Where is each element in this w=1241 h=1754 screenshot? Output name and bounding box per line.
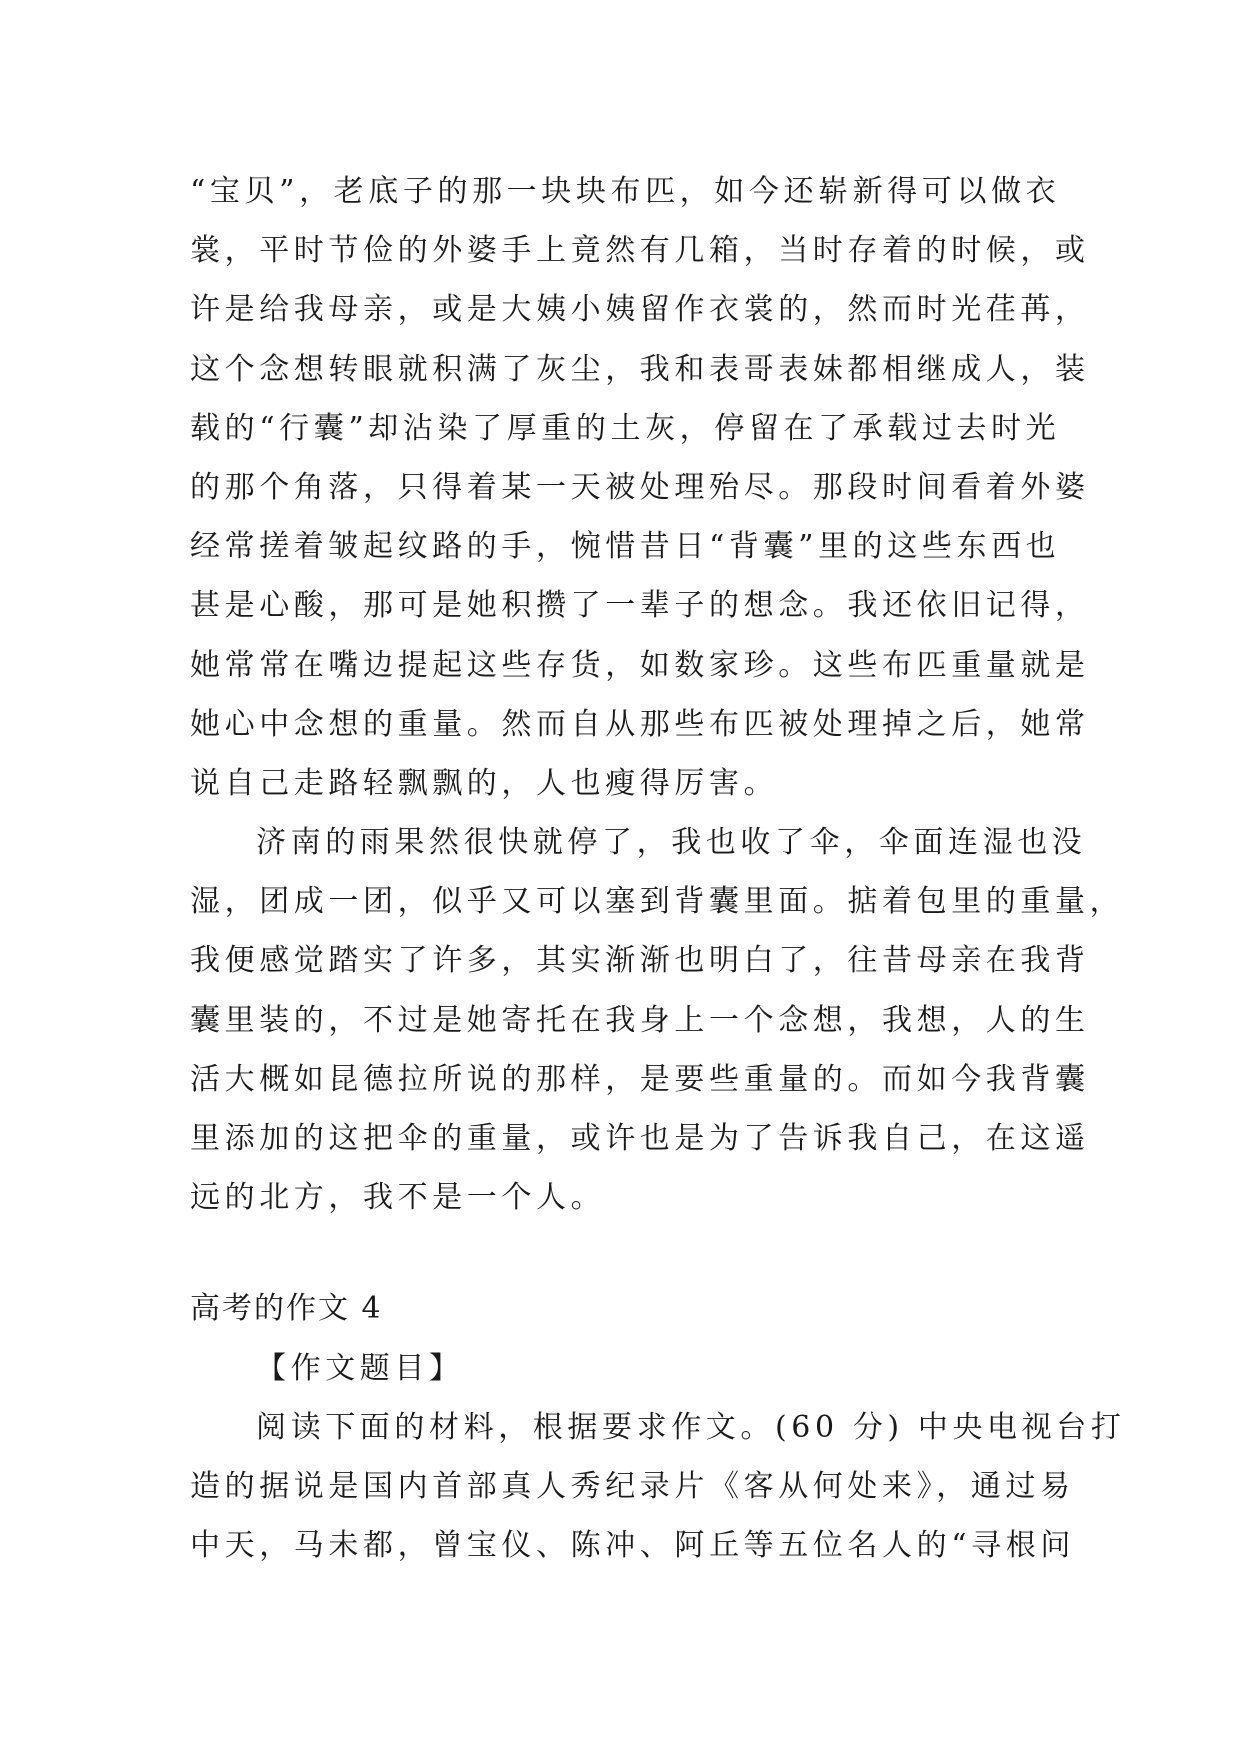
text-line: 说自己走路轻飘飘的，人也瘦得厉害。 — [190, 765, 779, 801]
text-line: 裳，平时节俭的外婆手上竟然有几箱，当时存着的时候，或 — [190, 233, 1090, 269]
text-line: 经常搓着皱起纹路的手，惋惜昔日“背囊”里的这些东西也 — [190, 529, 1061, 565]
text-line: 远的北方，我不是一个人。 — [190, 1180, 606, 1216]
essay-heading: 高考的作文 4 — [190, 1291, 383, 1327]
text-line: 活大概如昆德拉所说的那样，是要些重量的。而如今我背囊 — [190, 1061, 1090, 1097]
paragraph-grandmother-fabric — [190, 162, 1090, 813]
text-line: 中天，马未都，曾宝仪、陈冲、阿丘等五位名人的“寻根问 — [190, 1528, 1075, 1564]
text-line: 造的据说是国内首部真人秀纪录片《客从何处来》，通过易 — [190, 1468, 1075, 1504]
essay-prompt-label: 【作文题目】 — [256, 1350, 464, 1386]
section-spacer — [190, 1227, 1060, 1279]
text-line: 载的“行囊”却沾染了厚重的土灰，停留在了承载过去时光 — [190, 410, 1061, 446]
text-line: 里添加的这把伞的重量，或许也是为了告诉我自己，在这遥 — [190, 1121, 1090, 1156]
text-line: 她常常在嘴边提起这些存货，如数家珍。这些布匹重量就是 — [190, 647, 1090, 683]
paragraph-jinan-rain — [190, 813, 1125, 1227]
text-line: 的那个角落，只得着某一天被处理殆尽。那段时间看着外婆 — [190, 469, 1090, 505]
text-line: 甚是心酸，那可是她积攒了一辈子的想念。我还依旧记得， — [190, 588, 1090, 624]
text-line: 这个念想转眼就积满了灰尘，我和表哥表妹都相继成人，装 — [190, 351, 1090, 387]
text-line: 囊里装的，不过是她寄托在我身上一个念想，我想，人的生 — [190, 1002, 1090, 1038]
paragraph-prompt — [190, 1398, 1126, 1576]
text-line: 许是给我母亲，或是大姨小姨留作衣裳的，然而时光荏苒， — [190, 292, 1090, 328]
text-line: 湿，团成一团，似乎又可以塞到背囊里面。掂着包里的重量， — [190, 884, 1125, 920]
text-line: 我便感觉踏实了许多，其实渐渐也明白了，往昔母亲在我背 — [190, 943, 1090, 979]
document-body — [190, 162, 1126, 1575]
text-line: 她心中念想的重量。然而自从那些布匹被处理掉之后，她常 — [190, 706, 1090, 742]
text-line: 济南的雨果然很快就停了，我也收了伞，伞面连湿也没 — [256, 825, 1087, 861]
text-line: “宝贝”，老底子的那一块块布匹，如今还崭新得可以做衣 — [190, 174, 1061, 209]
text-line: 阅读下面的材料，根据要求作文。(60 分) 中央电视台打 — [256, 1409, 1126, 1445]
